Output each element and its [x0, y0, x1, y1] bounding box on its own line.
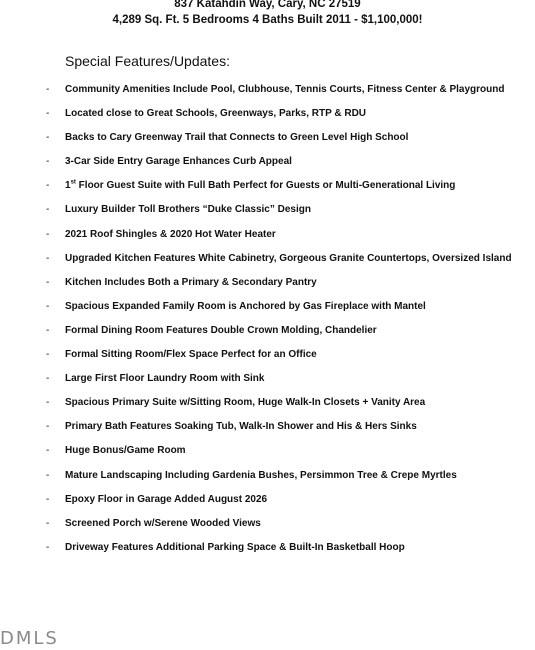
- bullet-dash: -: [46, 276, 50, 288]
- feature-text: Large First Floor Laundry Room with Sink: [65, 373, 265, 385]
- list-item: [0, 468, 535, 492]
- bullet-dash: -: [46, 156, 50, 168]
- feature-text: Located close to Great Schools, Greenways, Parks, RTP & RDU: [65, 108, 367, 120]
- list-item: [0, 540, 535, 564]
- feature-text: Screened Porch w/Serene Wooded Views: [65, 517, 261, 529]
- bullet-dash: -: [46, 445, 50, 457]
- property-address: 837 Katahdin Way, Cary, NC 27519: [174, 0, 361, 10]
- list-item: [0, 202, 535, 226]
- list-item: [0, 82, 535, 106]
- bullet-dash: -: [46, 300, 50, 312]
- feature-text: Huge Bonus/Game Room: [65, 445, 186, 457]
- bullet-dash: -: [46, 517, 50, 529]
- feature-text: Backs to Cary Greenway Trail that Connects to Green Level High School: [65, 132, 409, 144]
- bullet-dash: -: [46, 204, 50, 216]
- list-item: [0, 106, 535, 130]
- bullet-dash: -: [46, 469, 50, 481]
- bullet-dash: -: [46, 228, 50, 240]
- mls-watermark: DMLS: [0, 628, 59, 649]
- feature-text: 3-Car Side Entry Garage Enhances Curb Appeal: [65, 156, 292, 168]
- feature-text: Mature Landscaping Including Gardenia Bushes, Persimmon Tree & Crepe Myrtles: [65, 469, 457, 481]
- feature-text: Epoxy Floor in Garage Added August 2026: [65, 493, 268, 505]
- list-item: [0, 347, 535, 371]
- feature-text: Luxury Builder Toll Brothers “Duke Classic” Design: [65, 204, 311, 216]
- property-summary: 4,289 Sq. Ft. 5 Bedrooms 4 Baths Built 2011 - $1,100,000!: [112, 14, 423, 26]
- list-item: [0, 275, 535, 299]
- list-item: [0, 419, 535, 443]
- bullet-dash: -: [46, 84, 50, 95]
- bullet-dash: -: [46, 180, 50, 192]
- feature-text: Formal Dining Room Features Double Crown Molding, Chandelier: [65, 324, 377, 336]
- feature-text: Formal Sitting Room/Flex Space Perfect for an Office: [65, 349, 317, 361]
- list-item: [0, 178, 535, 202]
- bullet-dash: -: [46, 421, 50, 433]
- features-list: [0, 82, 535, 564]
- list-item: [0, 154, 535, 178]
- bullet-dash: -: [46, 108, 50, 120]
- bullet-dash: -: [46, 373, 50, 385]
- list-item: [0, 395, 535, 419]
- list-item: [0, 492, 535, 516]
- feature-text: 2021 Roof Shingles & 2020 Hot Water Heater: [65, 228, 276, 240]
- list-item: [0, 251, 535, 275]
- feature-text: Kitchen Includes Both a Primary & Secondary Pantry: [65, 276, 317, 288]
- list-item: [0, 516, 535, 540]
- bullet-dash: -: [46, 397, 50, 409]
- feature-text: Community Amenities Include Pool, Clubhouse, Tennis Courts, Fitness Center & Playground: [65, 84, 505, 95]
- feature-text: Primary Bath Features Soaking Tub, Walk-In Shower and His & Hers Sinks: [65, 421, 417, 433]
- list-item: [0, 323, 535, 347]
- feature-text: Upgraded Kitchen Features White Cabinetry, Gorgeous Granite Countertops, Oversized Island: [65, 252, 512, 264]
- bullet-dash: -: [46, 493, 50, 505]
- bullet-dash: -: [46, 541, 50, 553]
- feature-text: Spacious Primary Suite w/Sitting Room, Huge Walk-In Closets + Vanity Area: [65, 397, 426, 409]
- bullet-dash: -: [46, 324, 50, 336]
- bullet-dash: -: [46, 252, 50, 264]
- feature-text: Spacious Expanded Family Room is Anchored by Gas Fireplace with Mantel: [65, 300, 426, 312]
- list-item: [0, 371, 535, 395]
- bullet-dash: -: [46, 132, 50, 144]
- feature-text: Driveway Features Additional Parking Space & Built-In Basketball Hoop: [65, 541, 405, 553]
- section-title: Special Features/Updates:: [65, 53, 230, 69]
- list-item: [0, 299, 535, 323]
- feature-text: 1st Floor Guest Suite with Full Bath Perfect for Guests or Multi-Generational Living: [65, 180, 456, 192]
- list-item: [0, 227, 535, 251]
- bullet-dash: -: [46, 349, 50, 361]
- list-item: [0, 130, 535, 154]
- list-item: [0, 443, 535, 467]
